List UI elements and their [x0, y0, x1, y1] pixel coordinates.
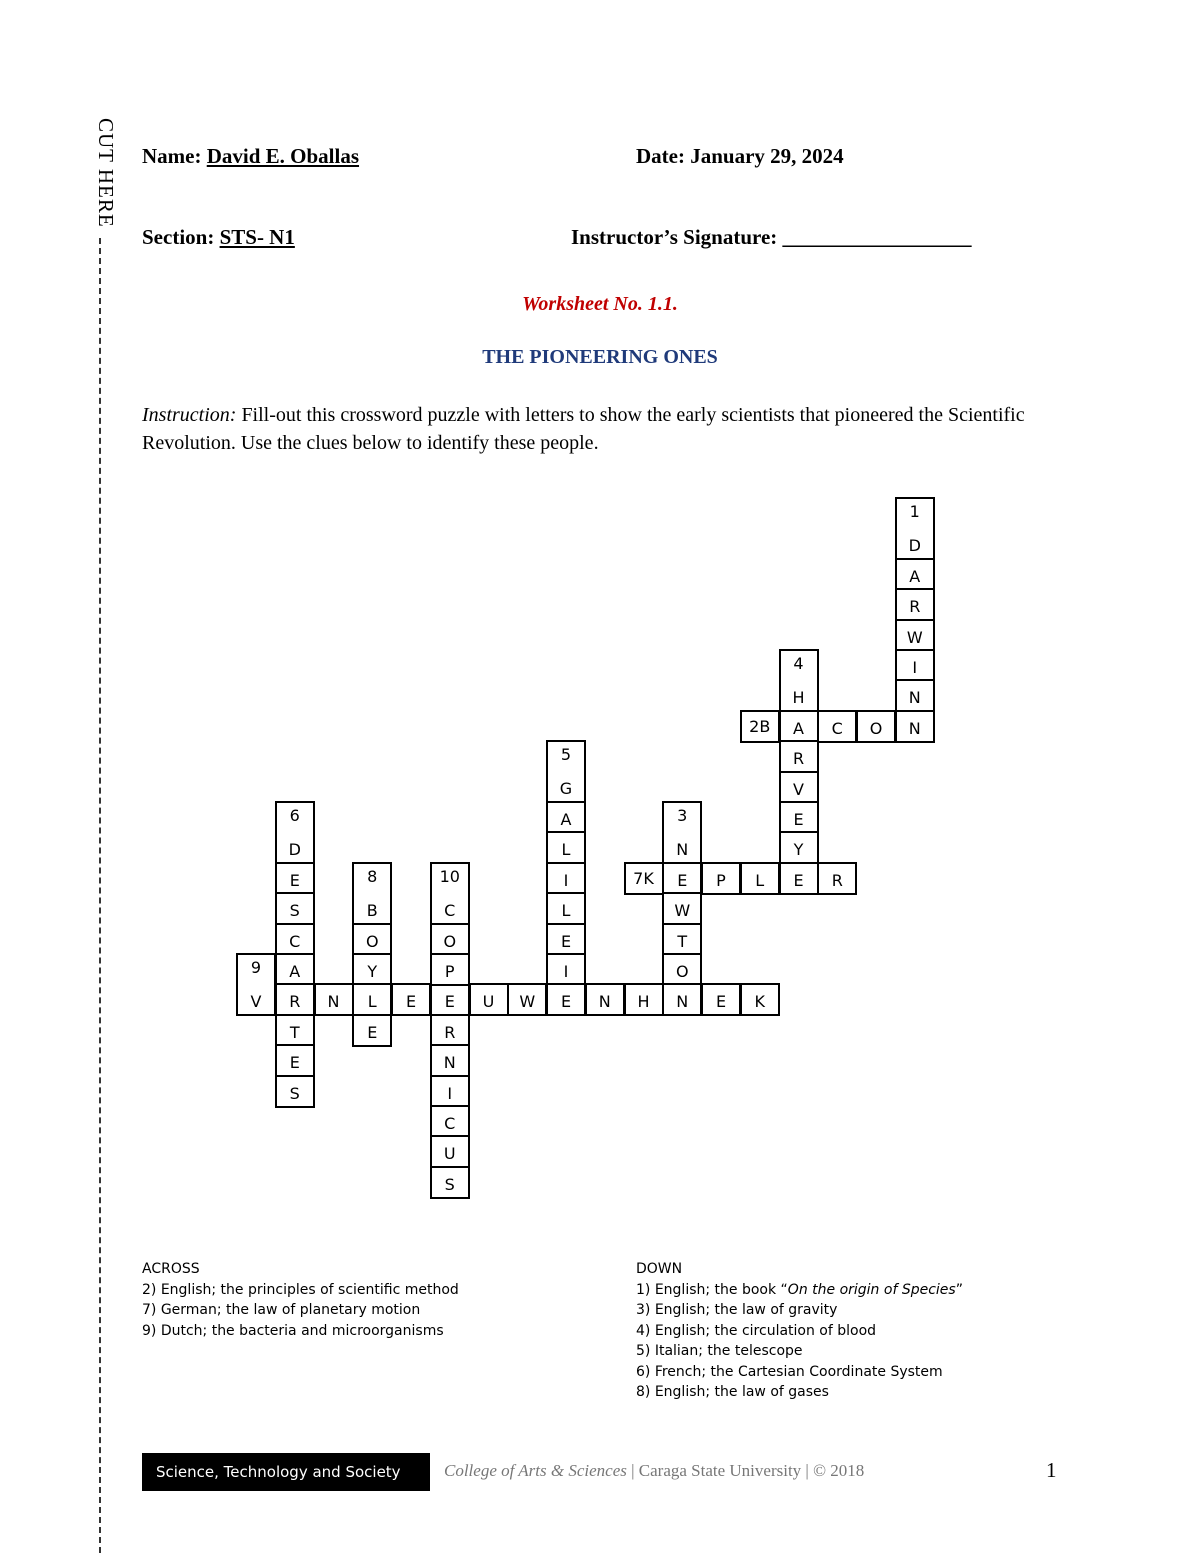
crossword-cell[interactable]: [546, 862, 586, 895]
crossword-cell[interactable]: [662, 923, 702, 956]
crossword-cell[interactable]: [275, 862, 315, 895]
crossword-cell[interactable]: [352, 923, 392, 956]
cell-letter: O: [869, 718, 883, 738]
crossword-cell[interactable]: [779, 740, 819, 773]
crossword-cell[interactable]: [275, 1014, 315, 1047]
date-field: Date: January 29, 2024: [636, 144, 844, 168]
clue-number: 1: [909, 502, 920, 521]
page-number: 1: [1046, 1458, 1057, 1482]
cell-letter: 7K: [633, 868, 654, 888]
worksheet-number: Worksheet No. 1.1.: [522, 293, 678, 315]
crossword-cell[interactable]: [430, 953, 470, 986]
clue-number: 10: [439, 866, 460, 886]
crossword-cell[interactable]: [275, 801, 315, 864]
section-value: STS- N1: [219, 225, 295, 249]
across-clue: 7) German; the law of planetary motion: [142, 1302, 421, 1318]
cell-letter: H: [637, 992, 650, 1012]
cell-letter: E: [560, 931, 572, 951]
footer-course-box: Science, Technology and Society: [142, 1453, 430, 1491]
cell-letter: P: [716, 870, 726, 890]
crossword-cell[interactable]: [895, 619, 935, 652]
cell-letter: N: [598, 992, 611, 1012]
cell-letter: W: [906, 627, 923, 647]
book-title: On the origin of Species: [787, 1281, 956, 1298]
footer-college: College of Arts & Sciences: [444, 1461, 627, 1480]
name-label: Name:: [142, 144, 202, 168]
cell-letter: C: [289, 931, 301, 951]
crossword-cell[interactable]: [546, 923, 586, 956]
crossword-cell[interactable]: [236, 953, 276, 1016]
cell-letter: N: [327, 992, 340, 1012]
cell-letter: S: [444, 1174, 455, 1194]
down-clue: 6) French; the Cartesian Coordinate System: [636, 1363, 943, 1380]
instruction-paragraph: [142, 401, 1072, 457]
down-clue: 1) English; the book “On the origin of Species”: [636, 1281, 963, 1298]
down-clue: 4) English; the circulation of blood: [636, 1322, 877, 1339]
cell-letter: S: [289, 901, 300, 921]
cell-letter: Y: [367, 962, 378, 981]
cell-letter: U: [482, 992, 495, 1012]
cell-letter: R: [909, 597, 921, 617]
crossword-cell[interactable]: [275, 923, 315, 956]
crossword-cell[interactable]: [662, 801, 702, 864]
name-value: David E. Oballas: [206, 144, 360, 168]
clue-number: 6: [289, 806, 300, 825]
crossword-cell[interactable]: [546, 740, 586, 803]
crossword-cell[interactable]: [779, 831, 819, 864]
crossword-cell[interactable]: [895, 649, 935, 682]
across-heading: ACROSS: [142, 1261, 200, 1277]
cell-letter: N: [908, 718, 921, 738]
cell-letter: I: [912, 658, 918, 677]
crossword-cell[interactable]: [779, 649, 819, 712]
cut-line: [99, 238, 101, 1553]
crossword-cell[interactable]: [895, 558, 935, 591]
clue-number: 3: [677, 806, 688, 825]
crossword-cell[interactable]: [585, 983, 625, 1016]
cell-letter: I: [563, 962, 569, 981]
cell-letter: O: [443, 931, 457, 951]
section-label: Section:: [142, 225, 215, 249]
crossword-cell[interactable]: [624, 862, 664, 895]
crossword-cell[interactable]: [701, 983, 741, 1016]
crossword-cell[interactable]: [546, 801, 586, 834]
cell-letter: N: [908, 688, 921, 708]
cell-letter: Y: [793, 840, 804, 860]
cell-letter: C: [831, 718, 843, 738]
cell-letter: R: [831, 870, 843, 890]
cell-letter: V: [793, 779, 804, 799]
cell-letter: G: [559, 779, 573, 799]
cell-letter: S: [289, 1083, 300, 1103]
crossword-cell[interactable]: [662, 953, 702, 986]
crossword-cell[interactable]: [701, 862, 741, 895]
cut-here-label: CUT HERE: [94, 118, 118, 228]
down-clues: [636, 1259, 963, 1403]
down-clue: 3) English; the law of gravity: [636, 1302, 838, 1318]
crossword-cell[interactable]: [624, 983, 664, 1016]
cell-letter: I: [563, 870, 569, 890]
cell-letter: R: [792, 749, 805, 769]
crossword-cell[interactable]: [740, 862, 780, 895]
cell-letter: C: [444, 900, 456, 920]
cell-letter: T: [677, 931, 688, 951]
crossword-cell[interactable]: [779, 771, 819, 804]
cell-letter: B: [366, 900, 378, 920]
section-field: [142, 225, 295, 250]
down-clue: 8) English; the law of gases: [636, 1384, 829, 1400]
clue-number: 9: [250, 958, 262, 977]
crossword-cell[interactable]: [662, 983, 702, 1016]
crossword-cell[interactable]: [430, 1166, 470, 1199]
crossword-cell[interactable]: [662, 862, 702, 895]
cell-letter: C: [444, 1114, 456, 1133]
crossword-cell[interactable]: [546, 953, 586, 986]
crossword-cell[interactable]: [895, 497, 935, 560]
crossword-cell[interactable]: [546, 892, 586, 925]
cell-letter: T: [289, 1022, 300, 1042]
cell-letter: A: [560, 810, 572, 829]
cell-letter: O: [365, 931, 379, 951]
crossword-cell[interactable]: [469, 983, 509, 1016]
crossword-cell[interactable]: [895, 679, 935, 712]
cell-letter: H: [792, 688, 805, 707]
worksheet-title: THE PIONEERING ONES: [482, 346, 718, 368]
crossword-cell[interactable]: [430, 1075, 470, 1108]
crossword-cell[interactable]: [779, 862, 819, 895]
crossword-cell[interactable]: [895, 710, 935, 743]
cell-letter: U: [443, 1144, 456, 1164]
cell-letter: W: [519, 992, 536, 1012]
crossword-cell[interactable]: [856, 710, 896, 743]
cell-letter: R: [444, 1022, 456, 1042]
crossword-cell[interactable]: [430, 923, 470, 956]
crossword-cell[interactable]: [779, 710, 819, 743]
cell-letter: P: [444, 962, 455, 981]
crossword-cell[interactable]: [352, 953, 392, 986]
footer-university: | Caraga State University | © 2018: [626, 1461, 865, 1480]
crossword-cell[interactable]: [275, 1044, 315, 1077]
cell-letter: A: [909, 566, 921, 586]
footer-institution: [444, 1461, 864, 1481]
crossword-cell[interactable]: [275, 892, 315, 925]
cell-letter: O: [675, 962, 689, 981]
across-clue: 9) Dutch; the bacteria and microorganisms: [142, 1322, 444, 1339]
cell-letter: E: [367, 1022, 378, 1042]
crossword-cell[interactable]: [352, 983, 392, 1016]
down-clue: 5) Italian; the telescope: [636, 1343, 803, 1359]
cell-letter: L: [367, 992, 377, 1012]
crossword-cell[interactable]: [275, 953, 315, 986]
cell-letter: A: [793, 718, 804, 738]
name-field: [142, 144, 359, 169]
signature-field: Instructor’s Signature: __________________: [571, 225, 972, 249]
cell-letter: E: [715, 992, 727, 1012]
down-heading: DOWN: [636, 1261, 683, 1277]
crossword-cell[interactable]: [662, 892, 702, 925]
crossword-cell[interactable]: [430, 1135, 470, 1168]
cell-letter: N: [676, 840, 689, 859]
instruction-label: Instruction:: [142, 404, 237, 426]
cell-letter: W: [674, 901, 691, 921]
crossword-cell[interactable]: [430, 1044, 470, 1077]
across-clue: 2) English; the principles of scientific method: [142, 1281, 459, 1298]
cell-letter: R: [289, 992, 301, 1012]
across-clues: [142, 1259, 459, 1341]
cell-letter: L: [561, 901, 571, 921]
crossword-cell[interactable]: [430, 862, 470, 925]
crossword-cell[interactable]: [895, 588, 935, 621]
crossword-cell[interactable]: [740, 710, 780, 743]
crossword-cell[interactable]: [817, 862, 857, 895]
cell-letter: V: [250, 992, 262, 1011]
cell-letter: A: [289, 962, 301, 981]
cell-letter: E: [793, 810, 804, 829]
cell-letter: E: [677, 870, 688, 890]
crossword-cell[interactable]: [352, 862, 392, 925]
crossword-cell[interactable]: [817, 710, 857, 743]
crossword-cell[interactable]: [546, 983, 586, 1016]
cell-letter: N: [443, 1053, 456, 1073]
cell-letter: E: [289, 1053, 300, 1073]
crossword-cell[interactable]: [430, 983, 470, 1016]
crossword-cell[interactable]: [275, 1075, 315, 1108]
crossword-cell[interactable]: [430, 1014, 470, 1047]
cell-letter: K: [754, 992, 765, 1012]
cell-letter: D: [288, 840, 301, 859]
cell-letter: E: [444, 992, 455, 1012]
cell-letter: E: [405, 992, 417, 1012]
crossword-cell[interactable]: [430, 1105, 470, 1138]
cell-letter: D: [908, 536, 921, 555]
clue-number: 5: [560, 745, 572, 765]
crossword-cell[interactable]: [546, 831, 586, 864]
crossword-cell[interactable]: [391, 983, 431, 1016]
crossword-cell[interactable]: [314, 983, 354, 1016]
cell-letter: E: [289, 870, 300, 890]
cell-letter: I: [447, 1083, 453, 1103]
crossword-cell[interactable]: [275, 983, 315, 1016]
instruction-text: Fill-out this crossword puzzle with letters to show the early scientists that pioneered the Scientific Revolution. Use the clues below to identify these people.: [142, 404, 1025, 454]
cell-letter: L: [561, 840, 571, 860]
cell-letter: L: [755, 870, 765, 890]
clue-number: 4: [793, 654, 804, 673]
cell-letter: 2B: [749, 716, 771, 736]
crossword-cell[interactable]: [740, 983, 780, 1016]
cell-letter: E: [793, 870, 804, 890]
crossword-cell[interactable]: [507, 983, 547, 1016]
crossword-cell[interactable]: [779, 801, 819, 834]
crossword-cell[interactable]: [352, 1014, 392, 1047]
cell-letter: N: [676, 992, 689, 1012]
cell-letter: E: [560, 992, 572, 1012]
clue-number: 8: [367, 866, 378, 886]
